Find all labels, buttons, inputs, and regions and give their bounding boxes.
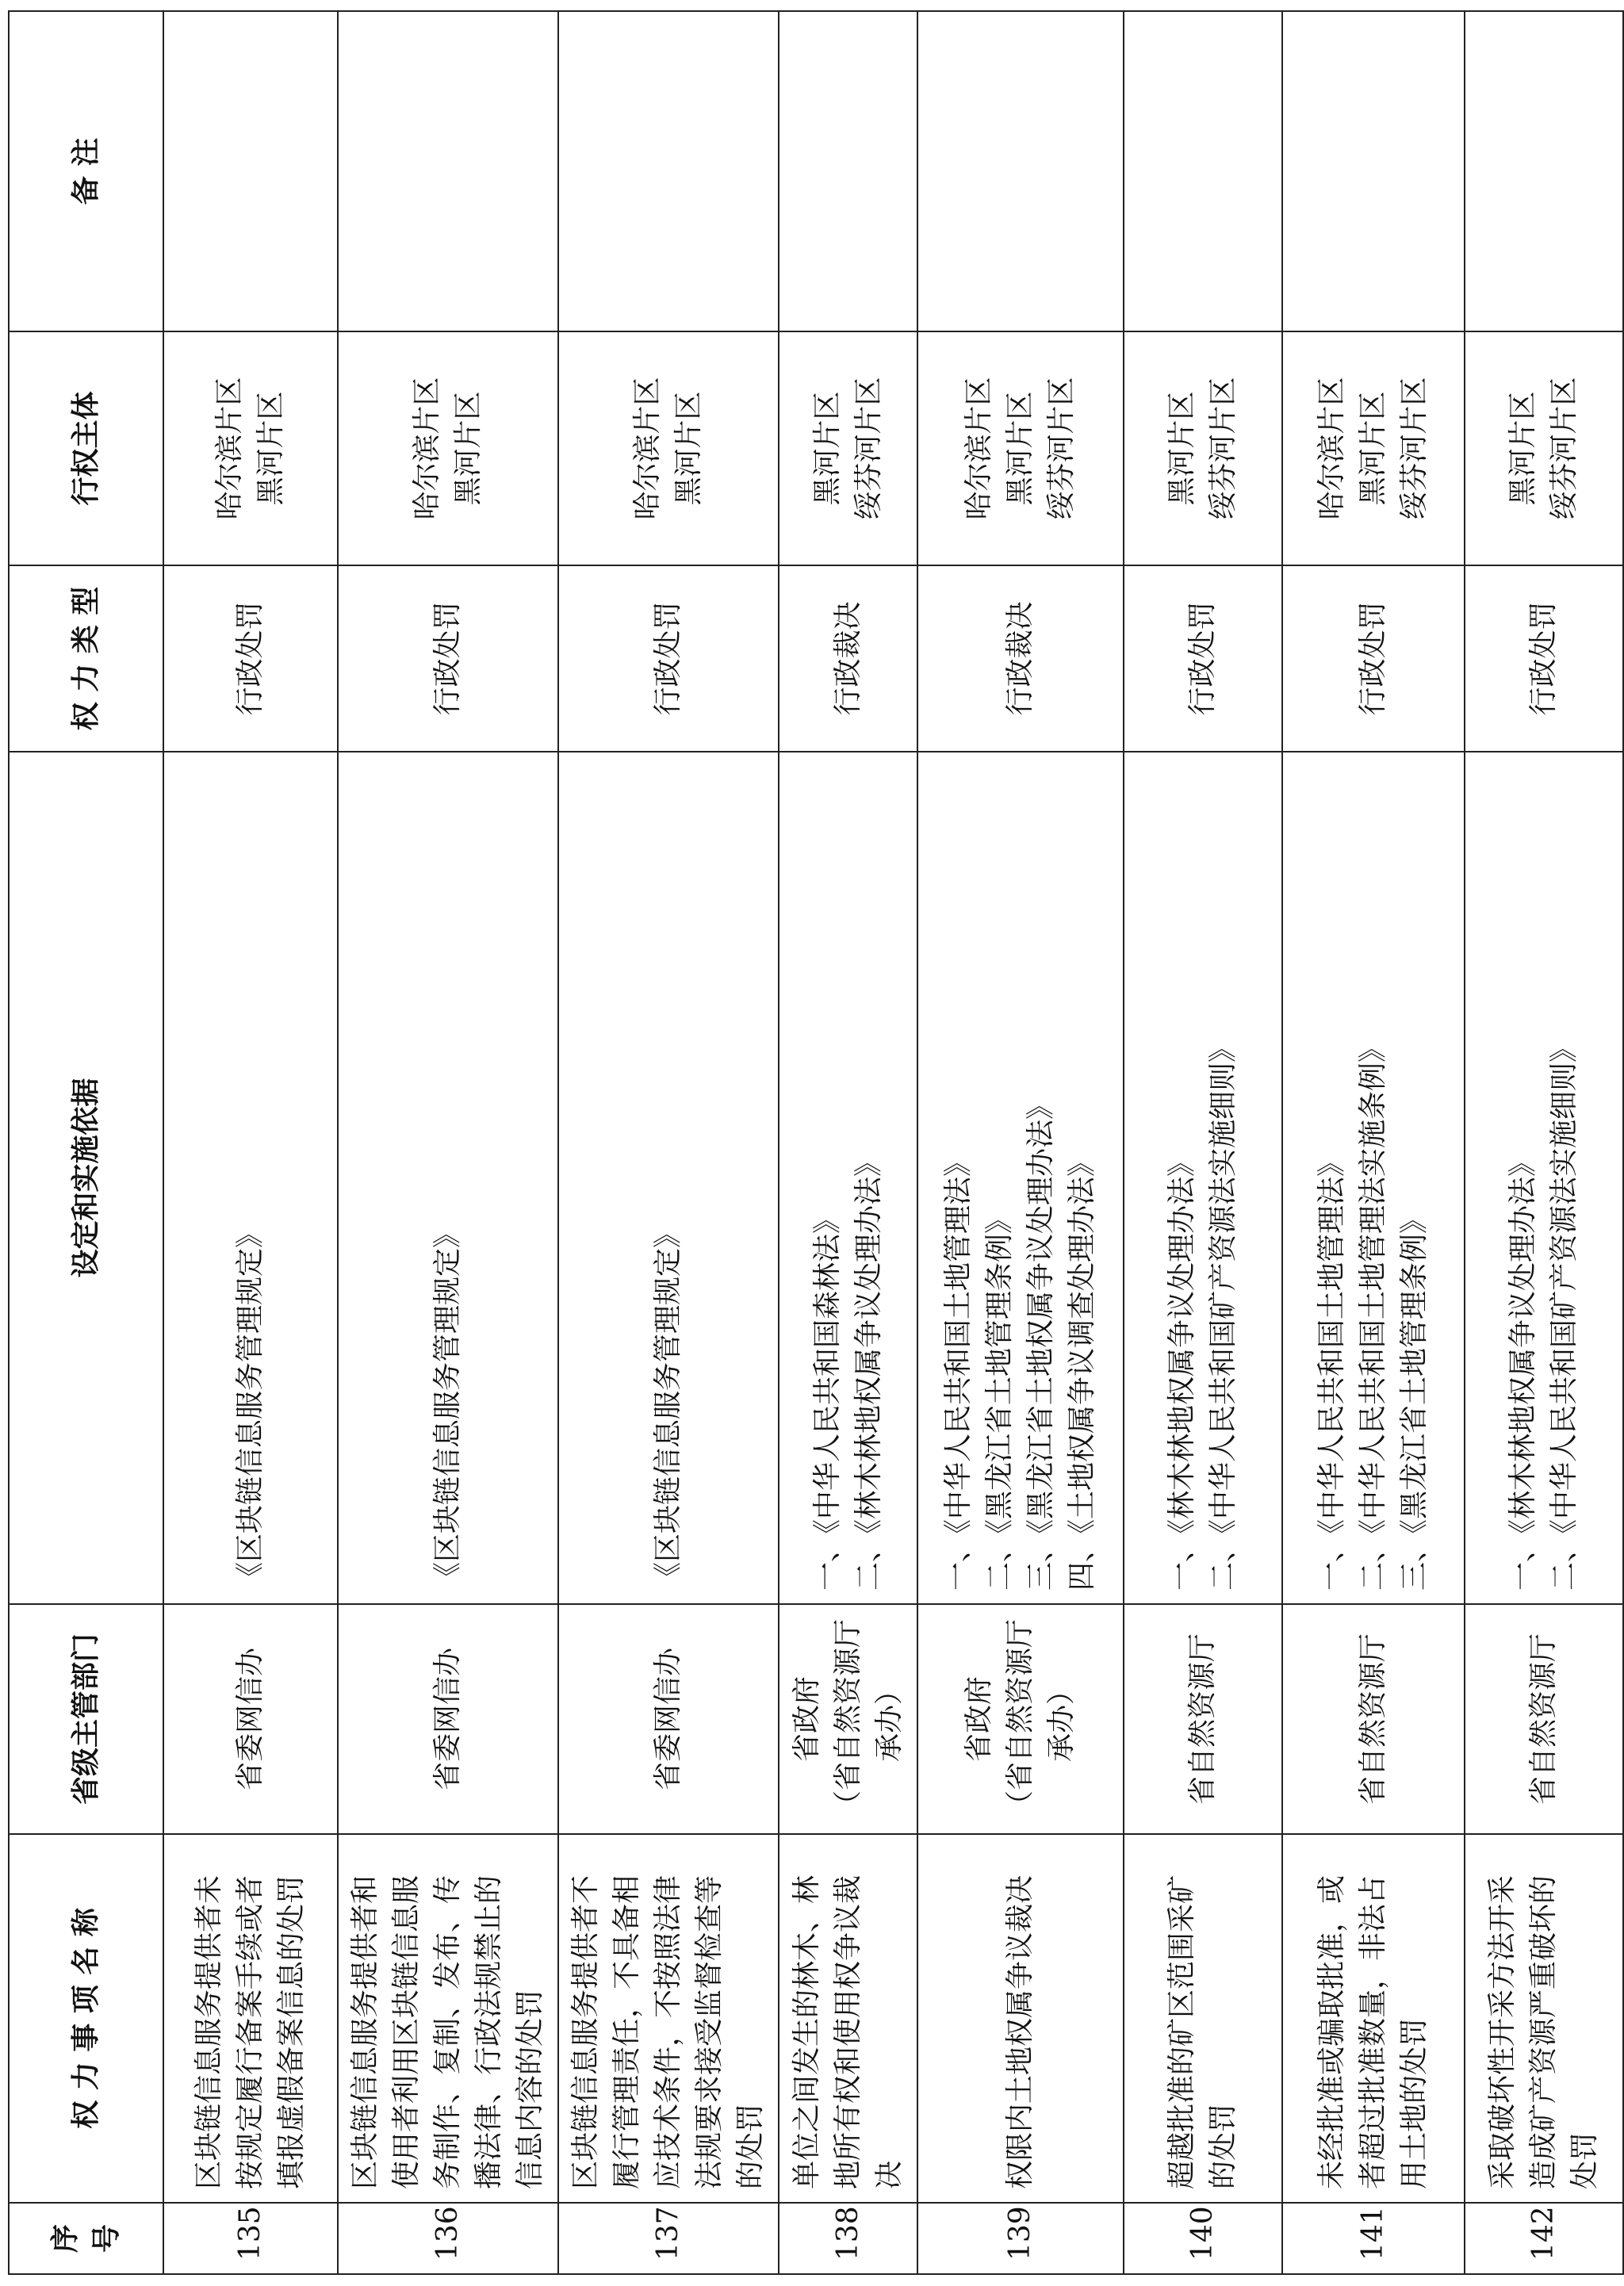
subject-cell-line: 绥芬河片区 <box>1548 377 1580 520</box>
seq-cell: 141 <box>1282 2203 1465 2274</box>
header-dept: 省级主管部门 <box>9 1604 163 1834</box>
subject-cell-line: 黑河片区 <box>1507 391 1539 506</box>
type-cell: 行政处罚 <box>558 565 779 752</box>
basis-cell <box>1465 752 1623 1604</box>
dept-cell-line: 省自然资源厅 <box>1357 1633 1389 1805</box>
subject-cell-line: 黑河片区 <box>1166 391 1198 506</box>
type-cell: 行政裁决 <box>917 565 1124 752</box>
subject-cell <box>1124 331 1282 565</box>
dept-cell-line: 省自然资源厅 <box>1527 1633 1560 1805</box>
basis-cell-line: 二、《中华人民共和国土地管理法实施条例》 <box>1357 1033 1389 1591</box>
basis-cell-line: 一、《林木林地权属争议处理办法》 <box>1507 1147 1539 1591</box>
seq-cell: 137 <box>558 2203 779 2274</box>
dept-cell <box>338 1604 558 1834</box>
subject-cell-line: 黑河片区 <box>452 391 485 506</box>
dept-cell <box>1465 1604 1623 1834</box>
name-cell: 未经批准或骗取批准，或者超过批准数量，非法占用土地的处罚 <box>1282 1834 1465 2203</box>
header-row <box>9 11 163 2274</box>
dept-cell-line: 承办） <box>1045 1676 1078 1763</box>
type-cell: 行政裁决 <box>779 565 917 752</box>
basis-cell-line: 一、《中华人民共和国土地管理法》 <box>942 1147 975 1591</box>
subject-cell <box>917 331 1124 565</box>
basis-cell-line: 一、《中华人民共和国森林法》 <box>810 1204 844 1591</box>
dept-cell-line: 省自然资源厅 <box>1186 1633 1219 1805</box>
type-cell: 行政处罚 <box>1124 565 1282 752</box>
dept-cell-line: 省委网信办 <box>652 1648 684 1791</box>
subject-cell-line: 黑河片区 <box>810 391 844 506</box>
subject-cell-line: 黑河片区 <box>1004 391 1036 506</box>
name-cell: 权限内土地权属争议裁决 <box>917 1834 1124 2203</box>
header-note: 备 注 <box>9 11 163 331</box>
name-cell: 区块链信息服务提供者不履行管理责任，不具备相应技术条件，不按照法律法规要求接受监督检查等的处罚 <box>558 1834 779 2203</box>
basis-cell <box>779 752 917 1604</box>
dept-cell <box>917 1604 1124 1834</box>
seq-cell: 136 <box>338 2203 558 2274</box>
subject-cell-line: 黑河片区 <box>255 391 287 506</box>
dept-cell-line: 省委网信办 <box>234 1648 266 1791</box>
seq-cell: 139 <box>917 2203 1124 2274</box>
basis-cell <box>1124 752 1282 1604</box>
name-cell: 采取破坏性开采方法开采造成矿产资源严重破坏的处罚 <box>1465 1834 1623 2203</box>
subject-cell <box>338 331 558 565</box>
subject-cell-line: 哈尔滨片区 <box>411 377 443 520</box>
note-cell <box>1465 11 1623 331</box>
seq-cell: 135 <box>163 2203 338 2274</box>
header-name: 权 力 事 项 名 称 <box>9 1834 163 2203</box>
seq-cell: 140 <box>1124 2203 1282 2274</box>
table-row <box>1465 11 1623 2274</box>
name-cell: 单位之间发生的林木、林地所有权和使用权争议裁决 <box>779 1834 917 2203</box>
note-cell <box>338 11 558 331</box>
dept-cell-line: 省委网信办 <box>431 1648 464 1791</box>
basis-cell <box>917 752 1124 1604</box>
note-cell <box>163 11 338 331</box>
basis-cell-line: 四、《土地权属争议调查处理办法》 <box>1066 1147 1098 1591</box>
subject-cell-line: 绥芬河片区 <box>852 377 885 520</box>
header-basis: 设定和实施依据 <box>9 752 163 1604</box>
basis-cell-line: 二、《中华人民共和国矿产资源法实施细则》 <box>1207 1033 1239 1591</box>
subject-cell <box>1282 331 1465 565</box>
dept-cell-line: 承办） <box>872 1676 906 1763</box>
type-cell: 行政处罚 <box>163 565 338 752</box>
table-row <box>779 11 917 2274</box>
basis-cell <box>558 752 779 1604</box>
table-row <box>917 11 1124 2274</box>
note-cell <box>917 11 1124 331</box>
seq-cell: 138 <box>779 2203 917 2274</box>
basis-cell <box>163 752 338 1604</box>
subject-cell-line: 绥芬河片区 <box>1045 377 1078 520</box>
dept-cell <box>163 1604 338 1834</box>
dept-cell-line: 省政府 <box>790 1676 823 1763</box>
seq-cell: 142 <box>1465 2203 1623 2274</box>
subject-cell-line: 哈尔滨片区 <box>631 377 664 520</box>
dept-cell-line: （省自然资源厅 <box>1004 1619 1036 1820</box>
subject-cell-line: 黑河片区 <box>672 391 705 506</box>
dept-cell <box>558 1604 779 1834</box>
basis-cell-line: 三、《黑龙江省土地管理条例》 <box>1398 1204 1431 1591</box>
note-cell <box>1282 11 1465 331</box>
name-cell: 区块链信息服务提供者和使用者利用区块链信息服务制作、复制、发布、传播法律、行政法规禁止的信息内容的处罚 <box>338 1834 558 2203</box>
basis-cell <box>338 752 558 1604</box>
subject-cell <box>1465 331 1623 565</box>
type-cell: 行政处罚 <box>338 565 558 752</box>
header-subject: 行权主体 <box>9 331 163 565</box>
basis-cell-line: 《区块链信息服务管理规定》 <box>431 1219 464 1591</box>
dept-cell-line: 省政府 <box>963 1676 995 1763</box>
power-items-table <box>8 10 1624 2275</box>
basis-cell-line: 《区块链信息服务管理规定》 <box>234 1219 266 1591</box>
subject-cell-line: 黑河片区 <box>1357 391 1389 506</box>
type-cell: 行政处罚 <box>1282 565 1465 752</box>
name-cell: 区块链信息服务提供者未按规定履行备案手续或者填报虚假备案信息的处罚 <box>163 1834 338 2203</box>
table-row <box>338 11 558 2274</box>
dept-cell <box>1124 1604 1282 1834</box>
basis-cell-line: 二、《中华人民共和国矿产资源法实施细则》 <box>1548 1033 1580 1591</box>
table-row <box>163 11 338 2274</box>
subject-cell-line: 哈尔滨片区 <box>1316 377 1348 520</box>
table-body <box>163 11 1623 2274</box>
subject-cell-line: 哈尔滨片区 <box>963 377 995 520</box>
subject-cell-line: 绥芬河片区 <box>1398 377 1431 520</box>
dept-cell-line: （省自然资源厅 <box>831 1619 864 1820</box>
name-cell: 超越批准的矿区范围采矿的处罚 <box>1124 1834 1282 2203</box>
subject-cell <box>163 331 338 565</box>
basis-cell-line: 三、《黑龙江省土地权属争议处理办法》 <box>1025 1090 1057 1591</box>
note-cell <box>558 11 779 331</box>
header-seq: 序 号 <box>9 2203 163 2274</box>
basis-cell-line: 一、《中华人民共和国土地管理法》 <box>1316 1147 1348 1591</box>
table-row <box>1282 11 1465 2274</box>
note-cell <box>779 11 917 331</box>
dept-cell <box>779 1604 917 1834</box>
basis-cell-line: 《区块链信息服务管理规定》 <box>652 1219 684 1591</box>
basis-cell-line: 二、《黑龙江省土地管理条例》 <box>983 1204 1016 1591</box>
subject-cell-line: 哈尔滨片区 <box>213 377 246 520</box>
subject-cell-line: 绥芬河片区 <box>1207 377 1239 520</box>
dept-cell <box>1282 1604 1465 1834</box>
type-cell: 行政处罚 <box>1465 565 1623 752</box>
header-type: 权 力 类 型 <box>9 565 163 752</box>
table-row <box>1124 11 1282 2274</box>
basis-cell-line: 二、《林木林地权属争议处理办法》 <box>852 1147 885 1591</box>
subject-cell <box>779 331 917 565</box>
subject-cell <box>558 331 779 565</box>
basis-cell <box>1282 752 1465 1604</box>
basis-cell-line: 一、《林木林地权属争议处理办法》 <box>1166 1147 1198 1591</box>
table-row <box>558 11 779 2274</box>
note-cell <box>1124 11 1282 331</box>
